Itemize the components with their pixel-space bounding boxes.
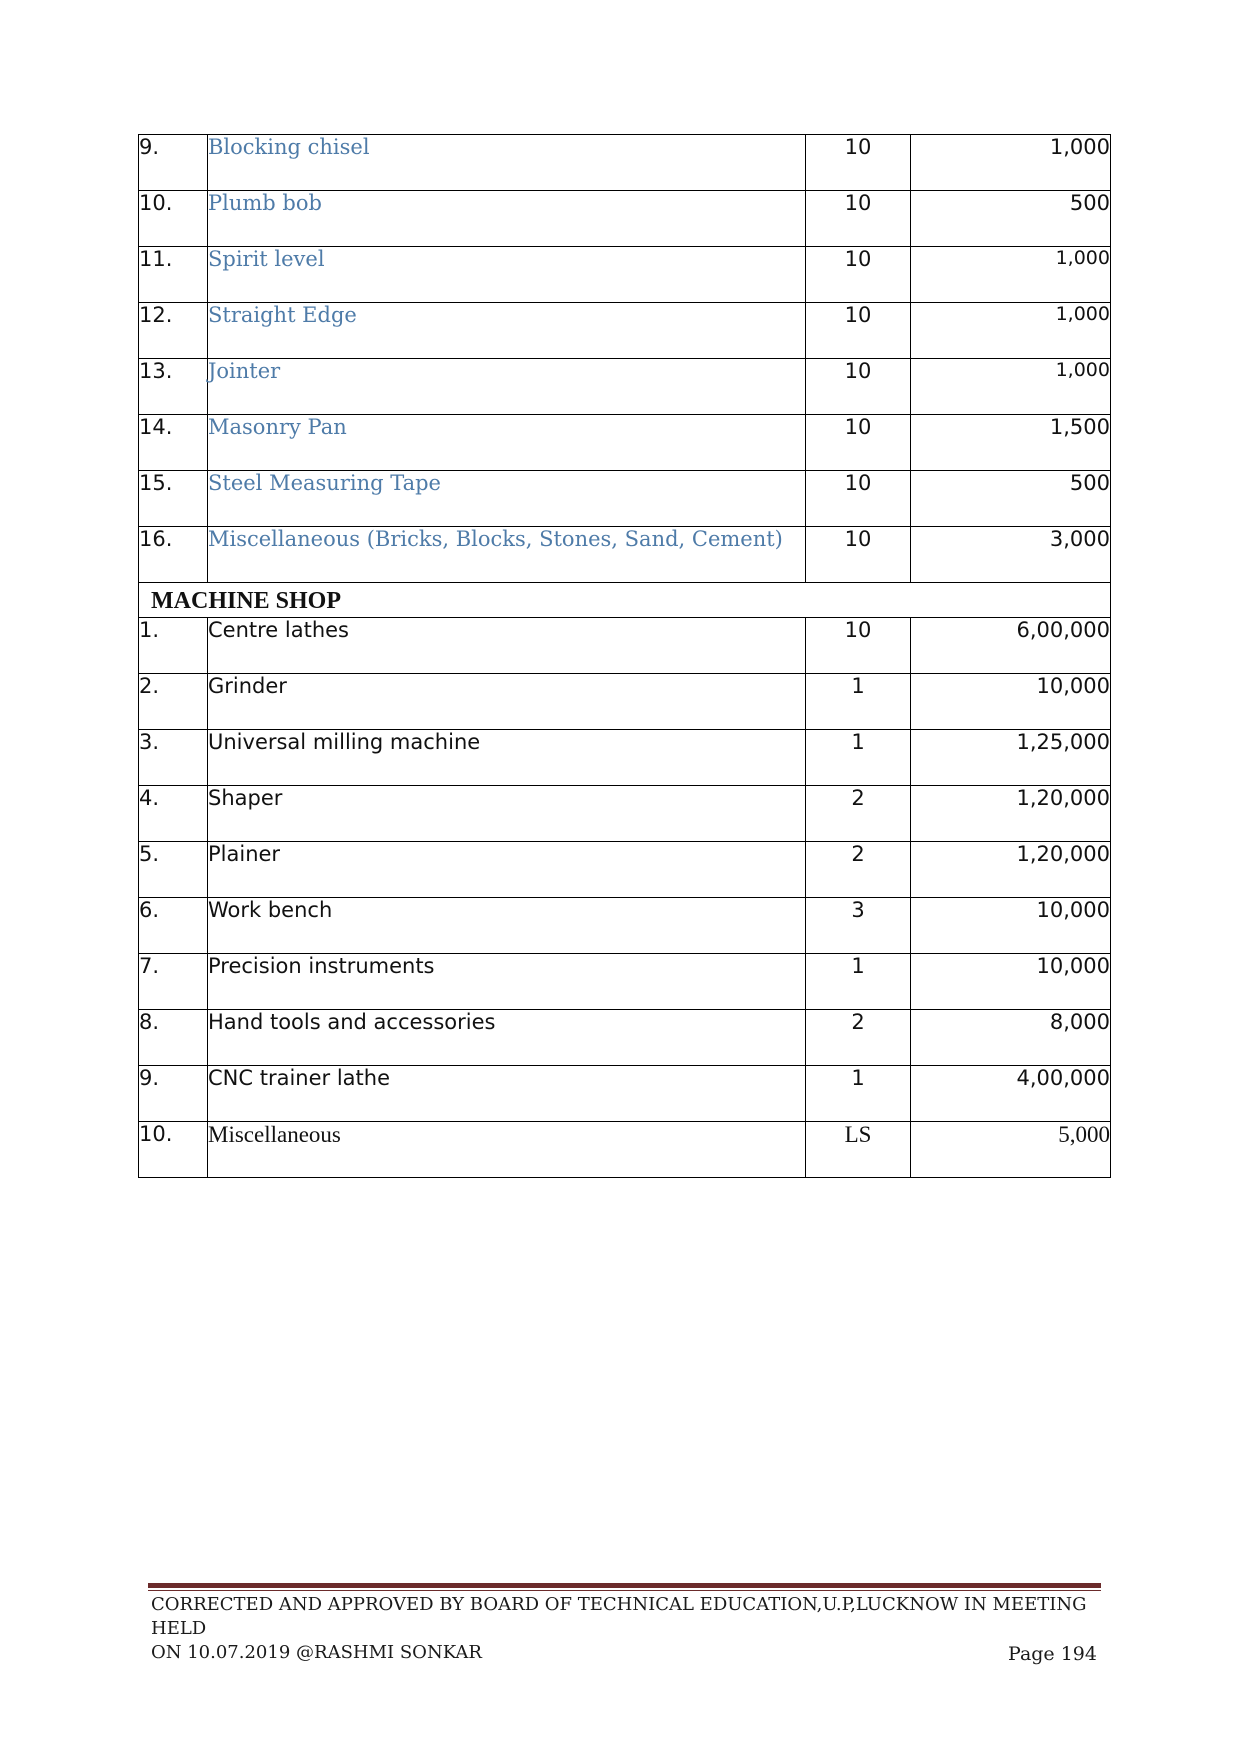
quantity: 10 <box>806 415 911 471</box>
quantity: 1 <box>806 730 911 786</box>
item-name: Masonry Pan <box>208 415 806 471</box>
item-name: Steel Measuring Tape <box>208 471 806 527</box>
table-row <box>139 618 1111 674</box>
item-name: Shaper <box>208 786 806 842</box>
serial-number: 8. <box>139 1010 208 1066</box>
item-name: Work bench <box>208 898 806 954</box>
item-name: Centre lathes <box>208 618 806 674</box>
cost: 10,000 <box>911 898 1111 954</box>
cost: 3,000 <box>911 527 1111 583</box>
table-row <box>139 303 1111 359</box>
cost: 500 <box>911 471 1111 527</box>
quantity: LS <box>806 1122 911 1178</box>
section-heading-row <box>139 583 1111 618</box>
cost: 1,000 <box>911 359 1111 415</box>
table-row <box>139 247 1111 303</box>
quantity: 10 <box>806 135 911 191</box>
table-row <box>139 1010 1111 1066</box>
serial-number: 9. <box>139 135 208 191</box>
table-row <box>139 471 1111 527</box>
serial-number: 16. <box>139 527 208 583</box>
section-heading-machine-shop: MACHINE SHOP <box>139 583 1111 618</box>
table-row <box>139 1122 1111 1178</box>
footer-line-2: ON 10.07.2019 @RASHMI SONKAR <box>151 1642 482 1663</box>
cost: 500 <box>911 191 1111 247</box>
footer-rule-thin <box>148 1590 1101 1591</box>
quantity: 10 <box>806 359 911 415</box>
quantity: 1 <box>806 954 911 1010</box>
item-name: Plumb bob <box>208 191 806 247</box>
footer-line-1: CORRECTED AND APPROVED BY BOARD OF TECHNICAL EDUCATION,U.P,LUCKNOW IN MEETING HELD <box>151 1594 1087 1639</box>
cost: 5,000 <box>911 1122 1111 1178</box>
item-name: Universal milling machine <box>208 730 806 786</box>
serial-number: 1. <box>139 618 208 674</box>
serial-number: 10. <box>139 191 208 247</box>
table-row <box>139 954 1111 1010</box>
quantity: 3 <box>806 898 911 954</box>
item-name: Grinder <box>208 674 806 730</box>
serial-number: 11. <box>139 247 208 303</box>
table-row <box>139 786 1111 842</box>
cost: 1,20,000 <box>911 842 1111 898</box>
item-name: Spirit level <box>208 247 806 303</box>
table-row <box>139 674 1111 730</box>
cost: 4,00,000 <box>911 1066 1111 1122</box>
item-name: Jointer <box>208 359 806 415</box>
table-row <box>139 359 1111 415</box>
item-name: Blocking chisel <box>208 135 806 191</box>
cost: 1,500 <box>911 415 1111 471</box>
cost: 10,000 <box>911 674 1111 730</box>
quantity: 2 <box>806 1010 911 1066</box>
serial-number: 5. <box>139 842 208 898</box>
serial-number: 3. <box>139 730 208 786</box>
cost: 8,000 <box>911 1010 1111 1066</box>
quantity: 10 <box>806 618 911 674</box>
table-row <box>139 898 1111 954</box>
quantity: 10 <box>806 191 911 247</box>
serial-number: 15. <box>139 471 208 527</box>
serial-number: 6. <box>139 898 208 954</box>
quantity: 10 <box>806 527 911 583</box>
table-row <box>139 730 1111 786</box>
item-name: Plainer <box>208 842 806 898</box>
cost: 1,25,000 <box>911 730 1111 786</box>
item-name: Miscellaneous <box>208 1122 806 1178</box>
serial-number: 7. <box>139 954 208 1010</box>
item-name: Straight Edge <box>208 303 806 359</box>
quantity: 1 <box>806 1066 911 1122</box>
serial-number: 13. <box>139 359 208 415</box>
serial-number: 12. <box>139 303 208 359</box>
table-row <box>139 191 1111 247</box>
quantity: 2 <box>806 842 911 898</box>
quantity: 1 <box>806 674 911 730</box>
item-name: Miscellaneous (Bricks, Blocks, Stones, Sand, Cement) <box>208 527 806 583</box>
item-name: CNC trainer lathe <box>208 1066 806 1122</box>
quantity: 10 <box>806 303 911 359</box>
quantity: 10 <box>806 247 911 303</box>
serial-number: 10. <box>139 1122 208 1178</box>
item-name: Hand tools and accessories <box>208 1010 806 1066</box>
cost: 1,000 <box>911 135 1111 191</box>
cost: 1,000 <box>911 303 1111 359</box>
cost: 1,000 <box>911 247 1111 303</box>
quantity: 2 <box>806 786 911 842</box>
page-number: Page 194 <box>1008 1643 1097 1665</box>
serial-number: 14. <box>139 415 208 471</box>
quantity: 10 <box>806 471 911 527</box>
item-name: Precision instruments <box>208 954 806 1010</box>
table-row <box>139 1066 1111 1122</box>
cost: 1,20,000 <box>911 786 1111 842</box>
table-row <box>139 135 1111 191</box>
cost: 10,000 <box>911 954 1111 1010</box>
cost: 6,00,000 <box>911 618 1111 674</box>
serial-number: 9. <box>139 1066 208 1122</box>
serial-number: 4. <box>139 786 208 842</box>
equipment-table <box>138 134 1111 1178</box>
footer-rule <box>148 1583 1101 1588</box>
serial-number: 2. <box>139 674 208 730</box>
table-row <box>139 527 1111 583</box>
table-row <box>139 842 1111 898</box>
table-row <box>139 415 1111 471</box>
